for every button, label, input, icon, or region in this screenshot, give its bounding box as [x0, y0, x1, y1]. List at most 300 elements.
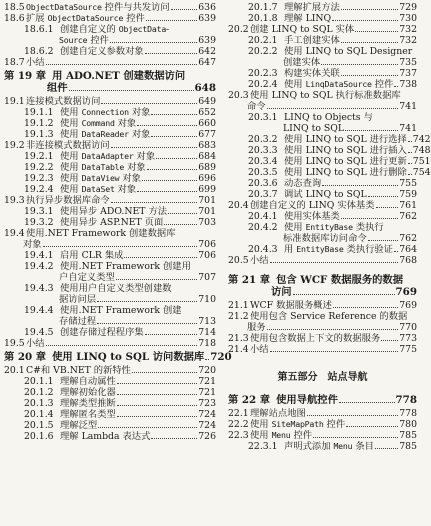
- entry-title: 使用 Connection 对象: [60, 107, 151, 118]
- page-number: 707: [198, 272, 216, 283]
- entry-number: 20.1.4: [24, 409, 54, 420]
- page-number: 683: [198, 140, 216, 151]
- leader-dots: [46, 64, 198, 65]
- entry-title: 使用 LINQ to SQL 进行删除: [284, 167, 407, 178]
- entry-number: 第 22 章: [228, 394, 271, 406]
- toc-section: [4, 96, 216, 107]
- toc-section: [228, 408, 417, 419]
- leader-dots: [117, 383, 197, 384]
- toc-subsection: [4, 409, 216, 420]
- entry-title: 使用 SiteMapPath 控件: [250, 419, 346, 430]
- entry-number: 21.3: [228, 333, 249, 344]
- toc-subsection: [4, 431, 216, 442]
- toc-subsection: [228, 112, 417, 123]
- toc-chapter: [4, 351, 232, 363]
- toc-section: [228, 333, 417, 344]
- toc-subsection: [4, 118, 216, 129]
- leader-dots: [321, 64, 398, 65]
- leader-dots: [408, 163, 412, 164]
- entry-number: 21.1: [228, 300, 249, 311]
- leader-dots: [346, 426, 398, 427]
- page-number: 755: [399, 178, 417, 189]
- entry-number: 19.3: [4, 195, 25, 206]
- toc-subsection: [4, 420, 216, 431]
- entry-number: 19.2: [4, 140, 25, 151]
- leader-dots: [341, 9, 398, 10]
- entry-number: 19.1.3: [24, 129, 54, 140]
- entry-number: 20.4.2: [248, 222, 278, 233]
- toc-section-cont: [228, 101, 417, 112]
- page-number: 769: [399, 300, 417, 311]
- toc-section: [4, 195, 216, 206]
- toc-subsection: [4, 327, 216, 338]
- entry-number: 19.1: [4, 96, 25, 107]
- toc-subsection: [228, 441, 417, 452]
- page-number: 660: [198, 118, 216, 129]
- entry-number: 19.2.4: [24, 184, 54, 195]
- page-number: 677: [198, 129, 216, 140]
- toc-section: [4, 2, 216, 13]
- toc-section: [228, 300, 417, 311]
- page-number: 720: [210, 351, 232, 363]
- toc-section-cont: [4, 239, 216, 250]
- leader-dots: [408, 152, 412, 153]
- toc-section: [228, 24, 417, 35]
- entry-title: 构建实体关联: [284, 68, 340, 79]
- entry-number: 20.2: [228, 24, 249, 35]
- page-number: 748: [412, 145, 431, 156]
- entry-title: 声明式添加 Menu 条目: [284, 441, 374, 452]
- toc-subsection: [4, 24, 216, 35]
- toc-section: [4, 57, 216, 68]
- page-number: 751: [412, 156, 431, 167]
- entry-number: 20.3.2: [248, 134, 278, 145]
- leader-dots: [341, 75, 398, 76]
- toc-subsection: [228, 211, 417, 222]
- entry-number: 19.4.5: [24, 327, 54, 338]
- leader-dots: [101, 103, 197, 104]
- page-number: 762: [399, 211, 417, 222]
- entry-title: 理解类型推断: [60, 398, 116, 409]
- page-number: 718: [198, 338, 216, 349]
- entry-number: 21.4: [228, 344, 249, 355]
- leader-dots: [147, 169, 198, 170]
- entry-number: 20.2.2: [248, 46, 278, 57]
- entry-title: 对象: [23, 239, 42, 250]
- leader-dots: [368, 240, 399, 241]
- entry-number: 19.2.1: [24, 151, 54, 162]
- toc-subsection: [4, 46, 216, 57]
- page-number: 785: [399, 441, 417, 452]
- page-number: 684: [198, 151, 216, 162]
- entry-title: 小结: [250, 344, 269, 355]
- page-number: 710: [198, 294, 216, 305]
- toc-subsection-cont: [228, 233, 417, 244]
- leader-dots: [171, 9, 198, 10]
- entry-number: 20.3.5: [248, 167, 278, 178]
- toc-section-cont: [228, 322, 417, 333]
- toc-section: [228, 430, 417, 441]
- page-number: 720: [198, 365, 216, 376]
- toc-subsection: [228, 13, 417, 24]
- entry-number: 19.4.4: [24, 305, 54, 316]
- entry-number: 20.4.3: [248, 244, 278, 255]
- entry-title: 使用用户自定义类型创建数: [60, 283, 172, 294]
- entry-number: 20.2.1: [248, 35, 278, 46]
- entry-title: 创建实体: [283, 57, 321, 68]
- leader-dots: [394, 251, 398, 252]
- leader-dots: [98, 427, 197, 428]
- entry-title: 使用包含数据上下文的数据服务: [250, 333, 381, 344]
- entry-title: 理解匿名类型: [60, 409, 116, 420]
- entry-title: 使用.NET Framework 创建用: [60, 261, 191, 272]
- leader-dots: [376, 207, 399, 208]
- entry-title: 使用 Command 对象: [60, 118, 137, 129]
- leader-dots: [97, 323, 197, 324]
- leader-dots: [164, 224, 197, 225]
- toc-chapter: [228, 274, 417, 286]
- entry-title: 理解 Lambda 表达式: [60, 431, 151, 442]
- entry-number: 22.1: [228, 408, 249, 419]
- page-number: 770: [399, 322, 417, 333]
- entry-number: 22.3: [228, 430, 249, 441]
- entry-title: 创建 LINQ to SQL 实体: [250, 24, 355, 35]
- leader-dots: [270, 351, 399, 352]
- entry-title: 小结: [250, 255, 269, 266]
- leader-dots: [394, 86, 398, 87]
- toc-subsection-cont: [4, 294, 216, 305]
- page-number: 741: [399, 101, 417, 112]
- page-number: 721: [198, 387, 216, 398]
- toc-subsection: [4, 250, 216, 261]
- entry-title: 创建自定义的 ObjectData-: [60, 24, 170, 35]
- toc-subsection: [4, 217, 216, 228]
- entry-title: WCF 数据服务概述: [250, 300, 332, 311]
- toc-chapter-cont: [228, 286, 417, 298]
- toc-section: [4, 13, 216, 24]
- toc-section: [228, 90, 417, 101]
- entry-number: 20.2.3: [248, 68, 278, 79]
- entry-title: 手工创建实体: [284, 35, 340, 46]
- entry-title: 使用 LINQ to SQL 访问数据库: [52, 351, 205, 363]
- entry-number: 20.1.5: [24, 420, 54, 431]
- page-number: 762: [399, 233, 417, 244]
- entry-title: 存储过程: [59, 316, 97, 327]
- toc-section: [4, 140, 216, 151]
- leader-dots: [267, 329, 399, 330]
- page-number: 737: [399, 68, 417, 79]
- entry-number: 第 19 章: [4, 70, 47, 82]
- page-number: 721: [198, 376, 216, 387]
- leader-dots: [381, 340, 398, 341]
- entry-title: 执行异步数据库命令: [26, 195, 110, 206]
- entry-number: 21.2: [228, 311, 249, 322]
- page-number: 785: [399, 430, 417, 441]
- entry-title: 小结: [26, 57, 45, 68]
- page-number: 764: [399, 244, 417, 255]
- entry-number: 20.4.1: [248, 211, 278, 222]
- toc-section: [228, 344, 417, 355]
- entry-number: 20.1.6: [24, 431, 54, 442]
- entry-title: 使用 DataReader 对象: [60, 129, 151, 140]
- page-number: 647: [198, 57, 216, 68]
- page-number: 703: [198, 217, 216, 228]
- entry-title: 包含 WCF 数据服务的数据: [276, 274, 404, 286]
- page-number: 730: [399, 13, 417, 24]
- entry-number: 18.6: [4, 13, 25, 24]
- entry-title: 启用 CLR 集成: [60, 250, 124, 261]
- entry-title: 使用 LINQ to SQL Designer: [284, 46, 413, 57]
- toc-subsection: [4, 261, 216, 272]
- entry-number: 第 20 章: [4, 351, 47, 363]
- leader-dots: [341, 42, 398, 43]
- leader-dots: [355, 31, 398, 32]
- leader-dots: [111, 147, 198, 148]
- leader-dots: [137, 125, 197, 126]
- entry-number: 第 21 章: [228, 274, 271, 286]
- entry-number: 18.5: [4, 2, 25, 13]
- leader-dots: [97, 301, 197, 302]
- toc-subsection-cont: [4, 316, 216, 327]
- page-number: 699: [198, 184, 216, 195]
- toc-subsection: [4, 129, 216, 140]
- entry-title: 使用 DataSet 对象: [60, 184, 137, 195]
- entry-number: 20.3.1: [248, 112, 278, 123]
- toc-column-left: [4, 2, 232, 442]
- page-number: 689: [198, 162, 216, 173]
- page-number: 780: [399, 419, 417, 430]
- leader-dots: [313, 437, 398, 438]
- entry-title: 理解自动属性: [60, 376, 116, 387]
- entry-title: 用 ADO.NET 创建数据访问: [52, 70, 186, 82]
- toc-subsection-cont: [4, 272, 216, 283]
- leader-dots: [345, 130, 398, 131]
- leader-dots: [142, 180, 197, 181]
- page-number: 701: [198, 195, 216, 206]
- entry-title: 创建自定义参数对象: [60, 46, 144, 57]
- page-number: 706: [198, 239, 216, 250]
- entry-title: 使用 EntityBase 类执行: [284, 222, 384, 233]
- entry-number: 20.1.7: [248, 2, 278, 13]
- entry-number: 20.4: [228, 200, 249, 211]
- toc-chapter: [4, 70, 216, 82]
- entry-title: 理解初始化器: [60, 387, 116, 398]
- page-number: 639: [198, 13, 216, 24]
- page-number: 649: [198, 96, 216, 107]
- entry-title: 据访问层: [59, 294, 97, 305]
- toc-chapter: [228, 394, 417, 406]
- leader-dots: [322, 185, 398, 186]
- entry-title: 标准数据库访问命令: [283, 233, 367, 244]
- page-number: 754: [412, 167, 431, 178]
- toc-subsection: [4, 398, 216, 409]
- entry-number: 20.3.3: [248, 145, 278, 156]
- entry-number: 22.2: [228, 419, 249, 430]
- page-number: 738: [399, 79, 418, 90]
- entry-title: 使用实体基类: [284, 211, 340, 222]
- page-number: 768: [399, 255, 417, 266]
- leader-dots: [43, 246, 198, 247]
- entry-title: 创建自定义的 LINQ 实体基类: [250, 200, 375, 211]
- leader-dots: [117, 394, 197, 395]
- page-number: 714: [198, 327, 216, 338]
- page-number: 701: [198, 206, 216, 217]
- entry-title: ObjectDataSource 控件与共发访问: [26, 2, 170, 13]
- leader-dots: [307, 415, 398, 416]
- entry-number: 20.1.1: [24, 376, 54, 387]
- entry-title: 命令: [247, 101, 266, 112]
- entry-title: 组件: [47, 82, 68, 94]
- entry-title: 小结: [26, 338, 45, 349]
- leader-dots: [146, 20, 197, 21]
- leader-dots: [341, 218, 398, 219]
- page-number: 773: [399, 333, 417, 344]
- leader-dots: [270, 262, 399, 263]
- entry-title: 动态查询: [284, 178, 322, 189]
- entry-title: Source 控件: [59, 35, 109, 46]
- leader-dots: [151, 438, 197, 439]
- leader-dots: [332, 20, 398, 21]
- entry-number: 19.4: [4, 228, 25, 239]
- entry-title: 使用.NET Framework 创建: [60, 305, 182, 316]
- entry-title: 连接模式数据访问: [26, 96, 101, 107]
- entry-number: 19.2.3: [24, 173, 54, 184]
- leader-dots: [368, 196, 399, 197]
- toc-column-right: [228, 2, 431, 452]
- entry-title: 使用 LINQ to SQL 进行插入: [284, 145, 407, 156]
- entry-title: 使用 LINQ to SQL 执行标准数据库: [250, 90, 401, 101]
- page-number: 706: [198, 250, 216, 261]
- leader-dots: [110, 42, 197, 43]
- leader-dots: [168, 213, 197, 214]
- page-number: 769: [395, 286, 417, 298]
- toc-subsection: [228, 79, 417, 90]
- toc-subsection: [228, 68, 417, 79]
- page-number: 723: [198, 398, 216, 409]
- page-number: 775: [399, 344, 417, 355]
- entry-number: 20.1.2: [24, 387, 54, 398]
- toc-section: [4, 228, 216, 239]
- entry-title: 理解泛型: [60, 420, 98, 431]
- toc-subsection-cont: [4, 35, 216, 46]
- page-number: 732: [399, 35, 417, 46]
- leader-dots: [69, 90, 194, 91]
- entry-number: 19.1.2: [24, 118, 54, 129]
- entry-title: 用 EntityBase 类执行验证: [284, 244, 394, 255]
- leader-dots: [408, 174, 412, 175]
- toc-section: [4, 365, 216, 376]
- entry-title: 使用 LINQ to SQL 进行更新: [284, 156, 407, 167]
- entry-title: 使用 DataTable 对象: [60, 162, 146, 173]
- toc-subsection: [228, 35, 417, 46]
- entry-title: 理解扩展方法: [284, 2, 340, 13]
- leader-dots: [124, 257, 197, 258]
- toc-section: [228, 255, 417, 266]
- toc-subsection: [228, 178, 417, 189]
- entry-number: 18.6.1: [24, 24, 54, 35]
- leader-dots: [111, 202, 198, 203]
- entry-title: 非连接模式数据访问: [26, 140, 110, 151]
- toc-subsection: [4, 283, 216, 294]
- entry-number: 18.6.2: [24, 46, 54, 57]
- leader-dots: [267, 108, 399, 109]
- entry-number: 20.3.4: [248, 156, 278, 167]
- entry-number: 19.4.1: [24, 250, 54, 261]
- leader-dots: [205, 359, 209, 360]
- leader-dots: [408, 141, 412, 142]
- leader-dots: [145, 53, 198, 54]
- entry-title: 使用 Menu 控件: [250, 430, 313, 441]
- toc-subsection: [4, 376, 216, 387]
- toc-subsection-cont: [228, 57, 417, 68]
- entry-title: 使用导航控件: [276, 394, 338, 406]
- page-number: 724: [198, 420, 216, 431]
- toc-subsection: [4, 173, 216, 184]
- entry-title: 使用 LinqDataSource 控件: [284, 79, 394, 90]
- toc-subsection: [4, 206, 216, 217]
- entry-title: 扩展 ObjectDataSource 控件: [26, 13, 145, 24]
- entry-title: 使用 DataAdapter 对象: [60, 151, 156, 162]
- page-number: 759: [399, 189, 417, 200]
- page-number: 742: [412, 134, 431, 145]
- toc-subsection: [4, 184, 216, 195]
- toc-subsection: [4, 387, 216, 398]
- leader-dots: [145, 334, 198, 335]
- toc-chapter-cont: [4, 82, 216, 94]
- entry-title: 户自定义类型: [59, 272, 115, 283]
- entry-number: 19.5: [4, 338, 25, 349]
- leader-dots: [339, 402, 395, 403]
- toc-subsection-cont: [228, 123, 417, 134]
- toc-subsection: [4, 151, 216, 162]
- page-number: 761: [399, 200, 417, 211]
- page-number: 778: [399, 408, 417, 419]
- page-number: 652: [198, 107, 216, 118]
- page-number: 636: [198, 2, 216, 13]
- leader-dots: [293, 294, 395, 295]
- entry-title: 调试 LINQ to SQL: [284, 189, 367, 200]
- entry-number: 19.4.2: [24, 261, 54, 272]
- entry-title: LINQ to SQL: [283, 123, 345, 134]
- page-number: 729: [399, 2, 417, 13]
- page-number: 642: [198, 46, 216, 57]
- entry-number: 20.5: [228, 255, 249, 266]
- toc-spacer: [228, 266, 417, 272]
- leader-dots: [333, 307, 398, 308]
- leader-dots: [132, 372, 197, 373]
- toc-section: [228, 311, 417, 322]
- leader-dots: [116, 279, 197, 280]
- entry-number: 20.1.8: [248, 13, 278, 24]
- entry-title: LINQ to Objects 与: [284, 112, 373, 123]
- entry-number: 18.7: [4, 57, 25, 68]
- entry-title: 使用包含 Service Reference 的数据: [250, 311, 408, 322]
- page-number: 726: [198, 431, 216, 442]
- page-number: 639: [198, 35, 216, 46]
- leader-dots: [137, 191, 197, 192]
- leader-dots: [117, 405, 197, 406]
- leader-dots: [156, 158, 197, 159]
- entry-title: C#和 VB.NET 的新特性: [26, 365, 131, 376]
- leader-dots: [151, 136, 197, 137]
- entry-title: 使用异步 ASP.NET 页面: [60, 217, 164, 228]
- toc-subsection: [228, 156, 431, 167]
- page-number: 713: [198, 316, 216, 327]
- entry-number: 19.2.2: [24, 162, 54, 173]
- entry-title: 使用 DataView 对象: [60, 173, 141, 184]
- page-number: 735: [399, 57, 417, 68]
- page-number: 778: [395, 394, 417, 406]
